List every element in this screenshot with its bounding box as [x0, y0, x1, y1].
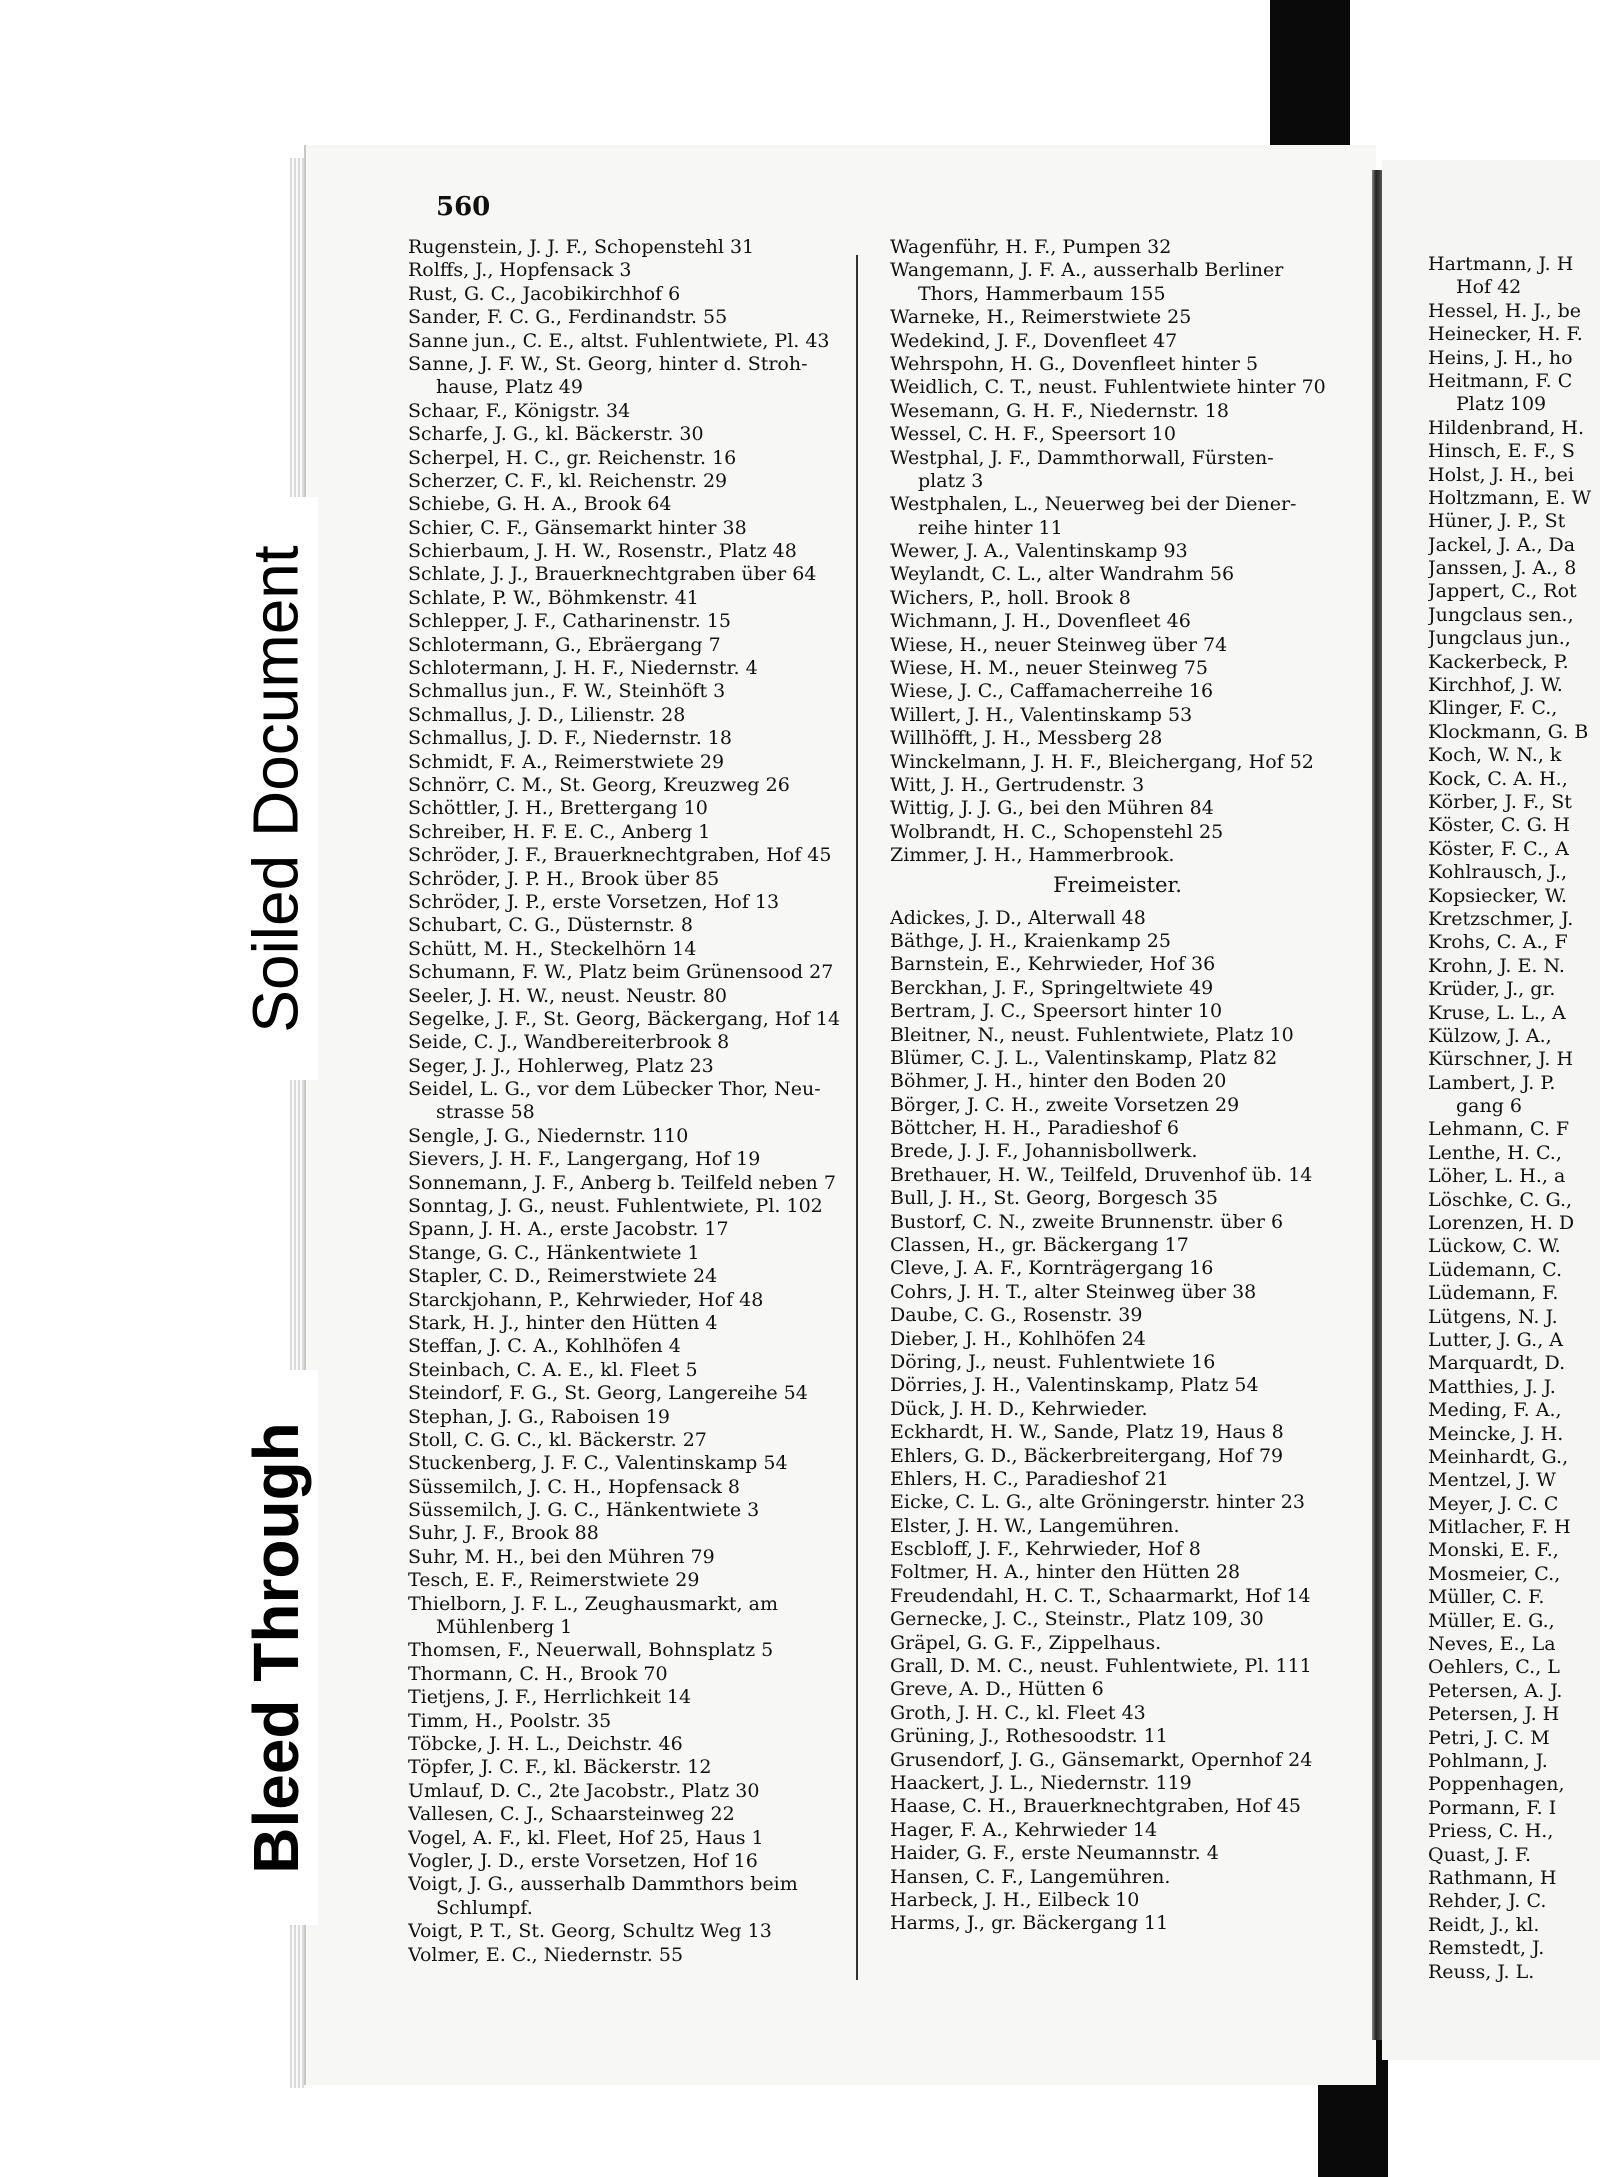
directory-entry: Volmer, E. C., Niedernstr. 55	[408, 1943, 684, 1966]
directory-entry: Schnörr, C. M., St. Georg, Kreuzweg 26	[408, 773, 790, 796]
directory-entry: Seidel, L. G., vor dem Lübecker Thor, Neu-	[408, 1078, 821, 1101]
directory-entry: Stephan, J. G., Raboisen 19	[408, 1405, 670, 1428]
directory-entry: Remstedt, J.	[1428, 1937, 1545, 1960]
directory-entry: Timm, H., Poolstr. 35	[408, 1709, 612, 1732]
directory-entry: Kürschner, J. H	[1428, 1048, 1574, 1071]
soiled-document-label	[233, 497, 318, 1080]
directory-entry: Hildenbrand, H.	[1428, 416, 1585, 439]
directory-entry: Priess, C. H.,	[1428, 1820, 1554, 1843]
directory-entry: Schlate, P. W., Böhmkenstr. 41	[408, 586, 699, 609]
directory-entry: Schreiber, H. F. E. C., Anberg 1	[408, 820, 711, 843]
directory-entry: Matthies, J. J.	[1428, 1375, 1556, 1398]
directory-entry: Schierbaum, J. H. W., Rosenstr., Platz 48	[408, 540, 797, 563]
directory-entry: Warneke, H., Reimerstwiete 25	[890, 306, 1192, 329]
directory-entry: Schmidt, F. A., Reimerstwiete 29	[408, 750, 725, 773]
directory-entry: Bustorf, C. N., zweite Brunnenstr. über 6	[890, 1210, 1284, 1233]
directory-entry: Sonntag, J. G., neust. Fuhlentwiete, Pl. 102	[408, 1195, 823, 1218]
directory-entry: Lenthe, H. C.,	[1428, 1141, 1562, 1164]
directory-entry: Löschke, C. G.,	[1428, 1188, 1573, 1211]
directory-entry: Heitmann, F. C	[1428, 369, 1573, 392]
directory-entry: Krohn, J. E. N.	[1428, 954, 1565, 977]
directory-entry: Wesemann, G. H. F., Niedernstr. 18	[890, 399, 1229, 422]
directory-entry: Thors, Hammerbaum 155	[918, 282, 1166, 305]
directory-entry: Blümer, C. J. L., Valentinskamp, Platz 82	[890, 1046, 1278, 1069]
directory-entry: Lüdemann, C.	[1428, 1258, 1563, 1281]
directory-entry: Gernecke, J. C., Steinstr., Platz 109, 30	[890, 1608, 1264, 1631]
bleed-through-label	[233, 1370, 318, 1925]
directory-entry: Lutter, J. G., A	[1428, 1328, 1564, 1351]
directory-entry: Willhöfft, J. H., Messberg 28	[890, 727, 1163, 750]
directory-entry: Rugenstein, J. J. F., Schopenstehl 31	[408, 236, 755, 258]
directory-entry: Scherzer, C. F., kl. Reichenstr. 29	[408, 469, 728, 492]
directory-entry: Rolffs, J., Hopfensack 3	[408, 259, 632, 282]
directory-entry: Wiese, H., neuer Steinweg über 74	[890, 633, 1228, 656]
directory-entry: Wedekind, J. F., Dovenfleet 47	[890, 329, 1178, 352]
directory-entry: hause, Platz 49	[436, 376, 583, 399]
directory-entry: Elster, J. H. W., Langemühren.	[890, 1514, 1180, 1537]
directory-entry: Mühlenberg 1	[436, 1616, 573, 1639]
directory-entry: Meding, F. A.,	[1428, 1399, 1562, 1422]
directory-entry: Schröder, J. P., erste Vorsetzen, Hof 13	[408, 890, 780, 913]
directory-entry: Hessel, H. J., be	[1428, 299, 1582, 322]
directory-entry: Schlotermann, G., Ebräergang 7	[408, 633, 721, 656]
directory-entry: Schlate, J. J., Brauerknechtgraben über 64	[408, 563, 817, 586]
directory-entry: Sanne, J. F. W., St. Georg, hinter d. Stroh-	[408, 352, 808, 375]
directory-entry: Suhr, M. H., bei den Mühren 79	[408, 1545, 715, 1568]
directory-entry: Poppenhagen,	[1428, 1773, 1565, 1796]
directory-entry: Wiese, H. M., neuer Steinweg 75	[890, 657, 1208, 680]
directory-entry: Böhmer, J. H., hinter den Boden 20	[890, 1070, 1227, 1093]
directory-entry: Böttcher, H. H., Paradieshof 6	[890, 1117, 1179, 1140]
directory-entry: Kopsiecker, W.	[1428, 884, 1568, 907]
directory-entry: Westphalen, L., Neuerweg bei der Diener-	[890, 493, 1297, 516]
directory-entry: Westphal, J. F., Dammthorwall, Fürsten-	[890, 446, 1274, 469]
directory-entry: Platz 109	[1456, 393, 1547, 416]
directory-entry: Sengle, J. G., Niedernstr. 110	[408, 1124, 689, 1147]
directory-entry: Kock, C. A. H.,	[1428, 767, 1568, 790]
directory-entry: Lehmann, C. F	[1428, 1118, 1570, 1141]
directory-entry: Haase, C. H., Brauerknechtgraben, Hof 45	[890, 1795, 1301, 1818]
directory-entry: Willert, J. H., Valentinskamp 53	[890, 703, 1193, 726]
directory-entry: Zimmer, J. H., Hammerbrook.	[890, 844, 1175, 867]
directory-entry: Töbcke, J. H. L., Deichstr. 46	[408, 1733, 683, 1755]
directory-entry: Rehder, J. C.	[1428, 1890, 1547, 1913]
directory-entry: Steindorf, F. G., St. Georg, Langereihe 54	[408, 1382, 808, 1405]
directory-entry: Schlumpf.	[436, 1896, 533, 1919]
directory-entry: Süssemilch, J. G. C., Hänkentwiete 3	[408, 1499, 760, 1522]
directory-entry: Dörries, J. H., Valentinskamp, Platz 54	[890, 1374, 1259, 1397]
directory-entry: Segelke, J. F., St. Georg, Bäckergang, Hof 14	[408, 1007, 841, 1030]
directory-entry: Schmallus, J. D. F., Niedernstr. 18	[408, 727, 732, 750]
directory-entry: Schumann, F. W., Platz beim Grünensood 27	[408, 961, 834, 984]
directory-entry: strasse 58	[436, 1101, 535, 1124]
directory-entry: Voigt, P. T., St. Georg, Schultz Weg 13	[408, 1920, 772, 1943]
directory-entry: Heins, J. H., ho	[1428, 346, 1573, 369]
directory-entry: Pormann, F. I	[1428, 1796, 1557, 1819]
directory-entry: Jungclaus sen.,	[1428, 603, 1574, 626]
directory-entry: Barnstein, E., Kehrwieder, Hof 36	[890, 953, 1216, 976]
directory-entry: Kirchhof, J. W.	[1428, 674, 1563, 697]
directory-entry: Classen, H., gr. Bäckergang 17	[890, 1234, 1189, 1257]
directory-entry: Eckhardt, H. W., Sande, Platz 19, Haus 8	[890, 1421, 1284, 1444]
directory-entry: Kackerbeck, P.	[1428, 650, 1569, 673]
directory-entry: Tietjens, J. F., Herrlichkeit 14	[408, 1686, 692, 1709]
directory-entry: Klockmann, G. B	[1428, 720, 1589, 743]
directory-entry: Köster, C. G. H	[1428, 814, 1570, 837]
directory-entry: Groth, J. H. C., kl. Fleet 43	[890, 1701, 1146, 1724]
directory-entry: Seeler, J. H. W., neust. Neustr. 80	[408, 984, 728, 1007]
directory-entry: Meyer, J. C. C	[1428, 1492, 1559, 1515]
directory-entry: Mentzel, J. W	[1428, 1469, 1556, 1492]
directory-entry: Seger, J. J., Hohlerweg, Platz 23	[408, 1054, 714, 1077]
directory-entry: Köster, F. C., A	[1428, 837, 1569, 860]
directory-entry: Schier, C. F., Gänsemarkt hinter 38	[408, 516, 747, 539]
directory-entry: Thomsen, F., Neuerwall, Bohnsplatz 5	[408, 1639, 774, 1662]
directory-entry: Adickes, J. D., Alterwall 48	[890, 906, 1146, 929]
directory-entry: Mitlacher, F. H	[1428, 1516, 1571, 1539]
directory-entry: Petersen, J. H	[1428, 1703, 1560, 1726]
directory-entry: Voigt, J. G., ausserhalb Dammthors beim	[408, 1873, 798, 1896]
directory-entry: Oehlers, C., L	[1428, 1656, 1560, 1679]
directory-entry: Schmallus, J. D., Lilienstr. 28	[408, 703, 686, 726]
directory-entry: Thormann, C. H., Brook 70	[408, 1662, 668, 1685]
directory-entry: Rathmann, H	[1428, 1866, 1557, 1889]
directory-entry: Heinecker, H. F.	[1428, 323, 1583, 346]
directory-entry: Schaar, F., Königstr. 34	[408, 399, 631, 422]
directory-entry: Grüning, J., Rothesoodstr. 11	[890, 1725, 1168, 1748]
directory-entry: Jungclaus jun.,	[1428, 627, 1571, 650]
directory-entry: Suhr, J. F., Brook 88	[408, 1522, 599, 1545]
directory-entry: Hartmann, J. H	[1428, 253, 1574, 275]
directory-entry: Krohs, C. A., F	[1428, 931, 1568, 954]
directory-entry: Kretzschmer, J.	[1428, 907, 1574, 930]
directory-entry: Schmallus jun., F. W., Steinhöft 3	[408, 680, 726, 703]
directory-entry: Holst, J. H., bei	[1428, 463, 1574, 486]
directory-entry: Witt, J. H., Gertrudenstr. 3	[890, 773, 1145, 796]
directory-entry: Hager, F. A., Kehrwieder 14	[890, 1818, 1158, 1841]
directory-entry: Starckjohann, P., Kehrwieder, Hof 48	[408, 1288, 764, 1311]
directory-entry: Schlepper, J. F., Catharinenstr. 15	[408, 610, 731, 633]
directory-entry: Reuss, J. L.	[1428, 1960, 1535, 1983]
directory-entry: Dieber, J. H., Kohlhöfen 24	[890, 1327, 1146, 1350]
directory-entry: Stoll, C. G. C., kl. Bäckerstr. 27	[408, 1428, 707, 1451]
directory-entry: Umlauf, D. C., 2te Jacobstr., Platz 30	[408, 1779, 760, 1802]
directory-entry: Schubart, C. G., Düsternstr. 8	[408, 914, 693, 937]
directory-entry: Winckelmann, J. H. F., Bleichergang, Hof 52	[890, 750, 1314, 773]
directory-entry: reihe hinter 11	[918, 516, 1063, 539]
directory-entry: Scharfe, J. G., kl. Bäckerstr. 30	[408, 423, 704, 446]
directory-entry: Rust, G. C., Jacobikirchhof 6	[408, 282, 681, 305]
directory-entry: Bäthge, J. H., Kraienkamp 25	[890, 929, 1171, 952]
directory-entry: Stuckenberg, J. F. C., Valentinskamp 54	[408, 1452, 788, 1475]
directory-entry: Külzow, J. A.,	[1428, 1024, 1552, 1047]
directory-entry: Pohlmann, J.	[1428, 1750, 1548, 1772]
directory-entry: Jackel, J. A., Da	[1428, 533, 1576, 556]
directory-entry: Vogler, J. D., erste Vorsetzen, Hof 16	[408, 1849, 758, 1872]
directory-entry: Escbloff, J. F., Kehrwieder, Hof 8	[890, 1538, 1201, 1561]
directory-entry: Wangemann, J. F. A., ausserhalb Berliner	[890, 259, 1284, 282]
directory-entry: Kruse, L. L., A	[1428, 1001, 1566, 1024]
directory-entry: Brede, J. J. F., Johannisbollwerk.	[890, 1140, 1198, 1163]
directory-entry: Wichmann, J. H., Dovenfleet 46	[890, 610, 1191, 633]
directory-entry: Petersen, A. J.	[1428, 1679, 1563, 1702]
directory-entry: platz 3	[918, 469, 984, 492]
directory-entry: Haackert, J. L., Niedernstr. 119	[890, 1772, 1192, 1794]
directory-entry: Haider, G. F., erste Neumannstr. 4	[890, 1842, 1219, 1865]
directory-entry: Töpfer, J. C. F., kl. Bäckerstr. 12	[408, 1756, 712, 1779]
column-3-partial	[1428, 253, 1598, 1984]
directory-entry: Thielborn, J. F. L., Zeughausmarkt, am	[408, 1592, 778, 1615]
soiled-document-text: Soiled Document	[239, 544, 312, 1033]
section-heading: Freimeister.	[1053, 872, 1182, 897]
directory-entry: Wittig, J. J. G., bei den Mühren 84	[890, 797, 1214, 820]
directory-entry: Reidt, J., kl.	[1428, 1913, 1540, 1936]
directory-entry: Marquardt, D.	[1428, 1352, 1566, 1375]
directory-entry: Ehlers, G. D., Bäckerbreitergang, Hof 79	[890, 1444, 1284, 1467]
directory-entry: Koch, W. N., k	[1428, 744, 1562, 767]
directory-entry: Daube, C. G., Rosenstr. 39	[890, 1304, 1143, 1327]
directory-entry: Brethauer, H. W., Teilfeld, Druvenhof üb. 14	[890, 1163, 1313, 1186]
directory-entry: Schöttler, J. H., Brettergang 10	[408, 797, 708, 820]
directory-entry: Grusendorf, J. G., Gänsemarkt, Opernhof 24	[890, 1748, 1313, 1771]
directory-entry: Kohlrausch, J.,	[1428, 861, 1568, 884]
bleed-through-text: Bleed Through	[239, 1421, 312, 1874]
directory-entry: Wessel, C. H. F., Speersort 10	[890, 423, 1176, 446]
directory-entry: Grall, D. M. C., neust. Fuhlentwiete, Pl. 111	[890, 1655, 1312, 1678]
directory-entry: Körber, J. F., St	[1428, 790, 1572, 813]
directory-entry: Meinhardt, G.,	[1428, 1445, 1569, 1468]
directory-entry: Löher, L. H., a	[1428, 1165, 1566, 1188]
directory-entry: Monski, E. F.,	[1428, 1539, 1559, 1562]
directory-entry: gang 6	[1456, 1095, 1523, 1118]
directory-entry: Schröder, J. P. H., Brook über 85	[408, 867, 720, 890]
directory-entry: Sievers, J. H. F., Langergang, Hof 19	[408, 1148, 761, 1171]
directory-entry: Hof 42	[1456, 276, 1522, 299]
directory-entry: Sanne jun., C. E., altst. Fuhlentwiete, Pl. 43	[408, 329, 830, 352]
directory-entry: Ehlers, H. C., Paradieshof 21	[890, 1467, 1169, 1490]
directory-entry: Hüner, J. P., St	[1428, 510, 1566, 533]
directory-entry: Lückow, C. W.	[1428, 1235, 1561, 1258]
directory-entry: Wichers, P., holl. Brook 8	[890, 586, 1131, 609]
directory-entry: Gräpel, G. G. F., Zippelhaus.	[890, 1631, 1162, 1654]
directory-entry: Freudendahl, H. C. T., Schaarmarkt, Hof 14	[890, 1584, 1311, 1607]
directory-entry: Börger, J. C. H., zweite Vorsetzen 29	[890, 1093, 1240, 1116]
directory-entry: Weidlich, C. T., neust. Fuhlentwiete hinter 70	[890, 376, 1326, 399]
directory-entry: Harbeck, J. H., Eilbeck 10	[890, 1888, 1140, 1911]
directory-entry: Bertram, J. C., Speersort hinter 10	[890, 1000, 1223, 1023]
directory-entry: Eicke, C. L. G., alte Gröningerstr. hinter 23	[890, 1491, 1305, 1514]
directory-entry: Bleitner, N., neust. Fuhlentwiete, Platz 10	[890, 1023, 1294, 1046]
directory-entry: Süssemilch, J. C. H., Hopfensack 8	[408, 1475, 741, 1498]
directory-entry: Hinsch, E. F., S	[1428, 440, 1575, 463]
directory-entry: Stange, G. C., Hänkentwiete 1	[408, 1241, 700, 1264]
directory-entry: Mosmeier, C.,	[1428, 1562, 1561, 1585]
directory-entry: Wewer, J. A., Valentinskamp 93	[890, 540, 1188, 563]
directory-entry: Neves, E., La	[1428, 1633, 1556, 1656]
directory-entry: Greve, A. D., Hütten 6	[890, 1678, 1104, 1701]
directory-entry: Stark, H. J., hinter den Hütten 4	[408, 1311, 718, 1334]
directory-entry: Schiebe, G. H. A., Brook 64	[408, 493, 672, 516]
book-gutter	[1372, 170, 1382, 2040]
directory-entry: Scherpel, H. C., gr. Reichenstr. 16	[408, 446, 737, 469]
directory-entry: Schütt, M. H., Steckelhörn 14	[408, 937, 697, 960]
directory-entry: Schlotermann, J. H. F., Niedernstr. 4	[408, 657, 758, 680]
directory-entry: Petri, J. C. M	[1428, 1726, 1550, 1749]
directory-entry: Lorenzen, H. D	[1428, 1212, 1575, 1235]
directory-entry: Wagenführ, H. F., Pumpen 32	[890, 236, 1172, 258]
directory-entry: Müller, E. G.,	[1428, 1609, 1555, 1632]
directory-entry: Wiese, J. C., Caffamacherreihe 16	[890, 680, 1214, 703]
page-number: 560	[436, 192, 491, 222]
directory-entry: Sonnemann, J. F., Anberg b. Teilfeld neben 7	[408, 1171, 836, 1194]
directory-entry: Vallesen, C. J., Schaarsteinweg 22	[408, 1803, 735, 1826]
column-divider	[856, 255, 858, 1980]
directory-entry: Lambert, J. P.	[1428, 1071, 1556, 1094]
directory-entry: Steffan, J. C. A., Kohlhöfen 4	[408, 1335, 681, 1358]
directory-entry: Meincke, J. H.	[1428, 1422, 1564, 1445]
directory-entry: Vogel, A. F., kl. Fleet, Hof 25, Haus 1	[408, 1826, 764, 1849]
directory-entry: Lütgens, N. J.	[1428, 1305, 1558, 1328]
directory-entry: Lüdemann, F.	[1428, 1282, 1559, 1305]
directory-entry: Holtzmann, E. W	[1428, 486, 1592, 509]
directory-entry: Weylandt, C. L., alter Wandrahm 56	[890, 563, 1235, 586]
directory-entry: Harms, J., gr. Bäckergang 11	[890, 1912, 1169, 1935]
directory-entry: Dück, J. H. D., Kehrwieder.	[890, 1397, 1148, 1420]
directory-entry: Müller, C. F.	[1428, 1586, 1545, 1609]
directory-entry: Döring, J., neust. Fuhlentwiete 16	[890, 1350, 1216, 1373]
directory-entry: Tesch, E. F., Reimerstwiete 29	[408, 1569, 700, 1592]
directory-entry: Schröder, J. F., Brauerknechtgraben, Hof 45	[408, 844, 832, 867]
directory-entry: Cleve, J. A. F., Kornträgergang 16	[890, 1257, 1214, 1280]
directory-entry: Klinger, F. C.,	[1428, 697, 1558, 720]
directory-entry: Janssen, J. A., 8	[1428, 557, 1577, 580]
directory-entry: Cohrs, J. H. T., alter Steinweg über 38	[890, 1280, 1257, 1303]
directory-entry: Seide, C. J., Wandbereiterbrook 8	[408, 1031, 730, 1054]
directory-entry: Stapler, C. D., Reimerstwiete 24	[408, 1265, 718, 1288]
directory-entry: Krüder, J., gr.	[1428, 978, 1556, 1001]
directory-entry: Foltmer, H. A., hinter den Hütten 28	[890, 1561, 1241, 1584]
directory-entry: Sander, F. C. G., Ferdinandstr. 55	[408, 306, 728, 329]
scanner-black-bar-top	[1270, 0, 1350, 160]
column-2	[890, 236, 1345, 1936]
directory-entry: Quast, J. F.	[1428, 1843, 1532, 1866]
directory-entry: Steinbach, C. A. E., kl. Fleet 5	[408, 1358, 698, 1381]
directory-entry: Bull, J. H., St. Georg, Borgesch 35	[890, 1187, 1218, 1210]
column-1	[408, 236, 858, 1967]
directory-entry: Jappert, C., Rot	[1428, 580, 1577, 603]
directory-entry: Wehrspohn, H. G., Dovenfleet hinter 5	[890, 352, 1259, 375]
directory-entry: Berckhan, J. F., Springeltwiete 49	[890, 976, 1214, 999]
directory-entry: Wolbrandt, H. C., Schopenstehl 25	[890, 820, 1224, 843]
directory-entry: Hansen, C. F., Langemühren.	[890, 1865, 1171, 1888]
directory-entry: Spann, J. H. A., erste Jacobstr. 17	[408, 1218, 729, 1241]
